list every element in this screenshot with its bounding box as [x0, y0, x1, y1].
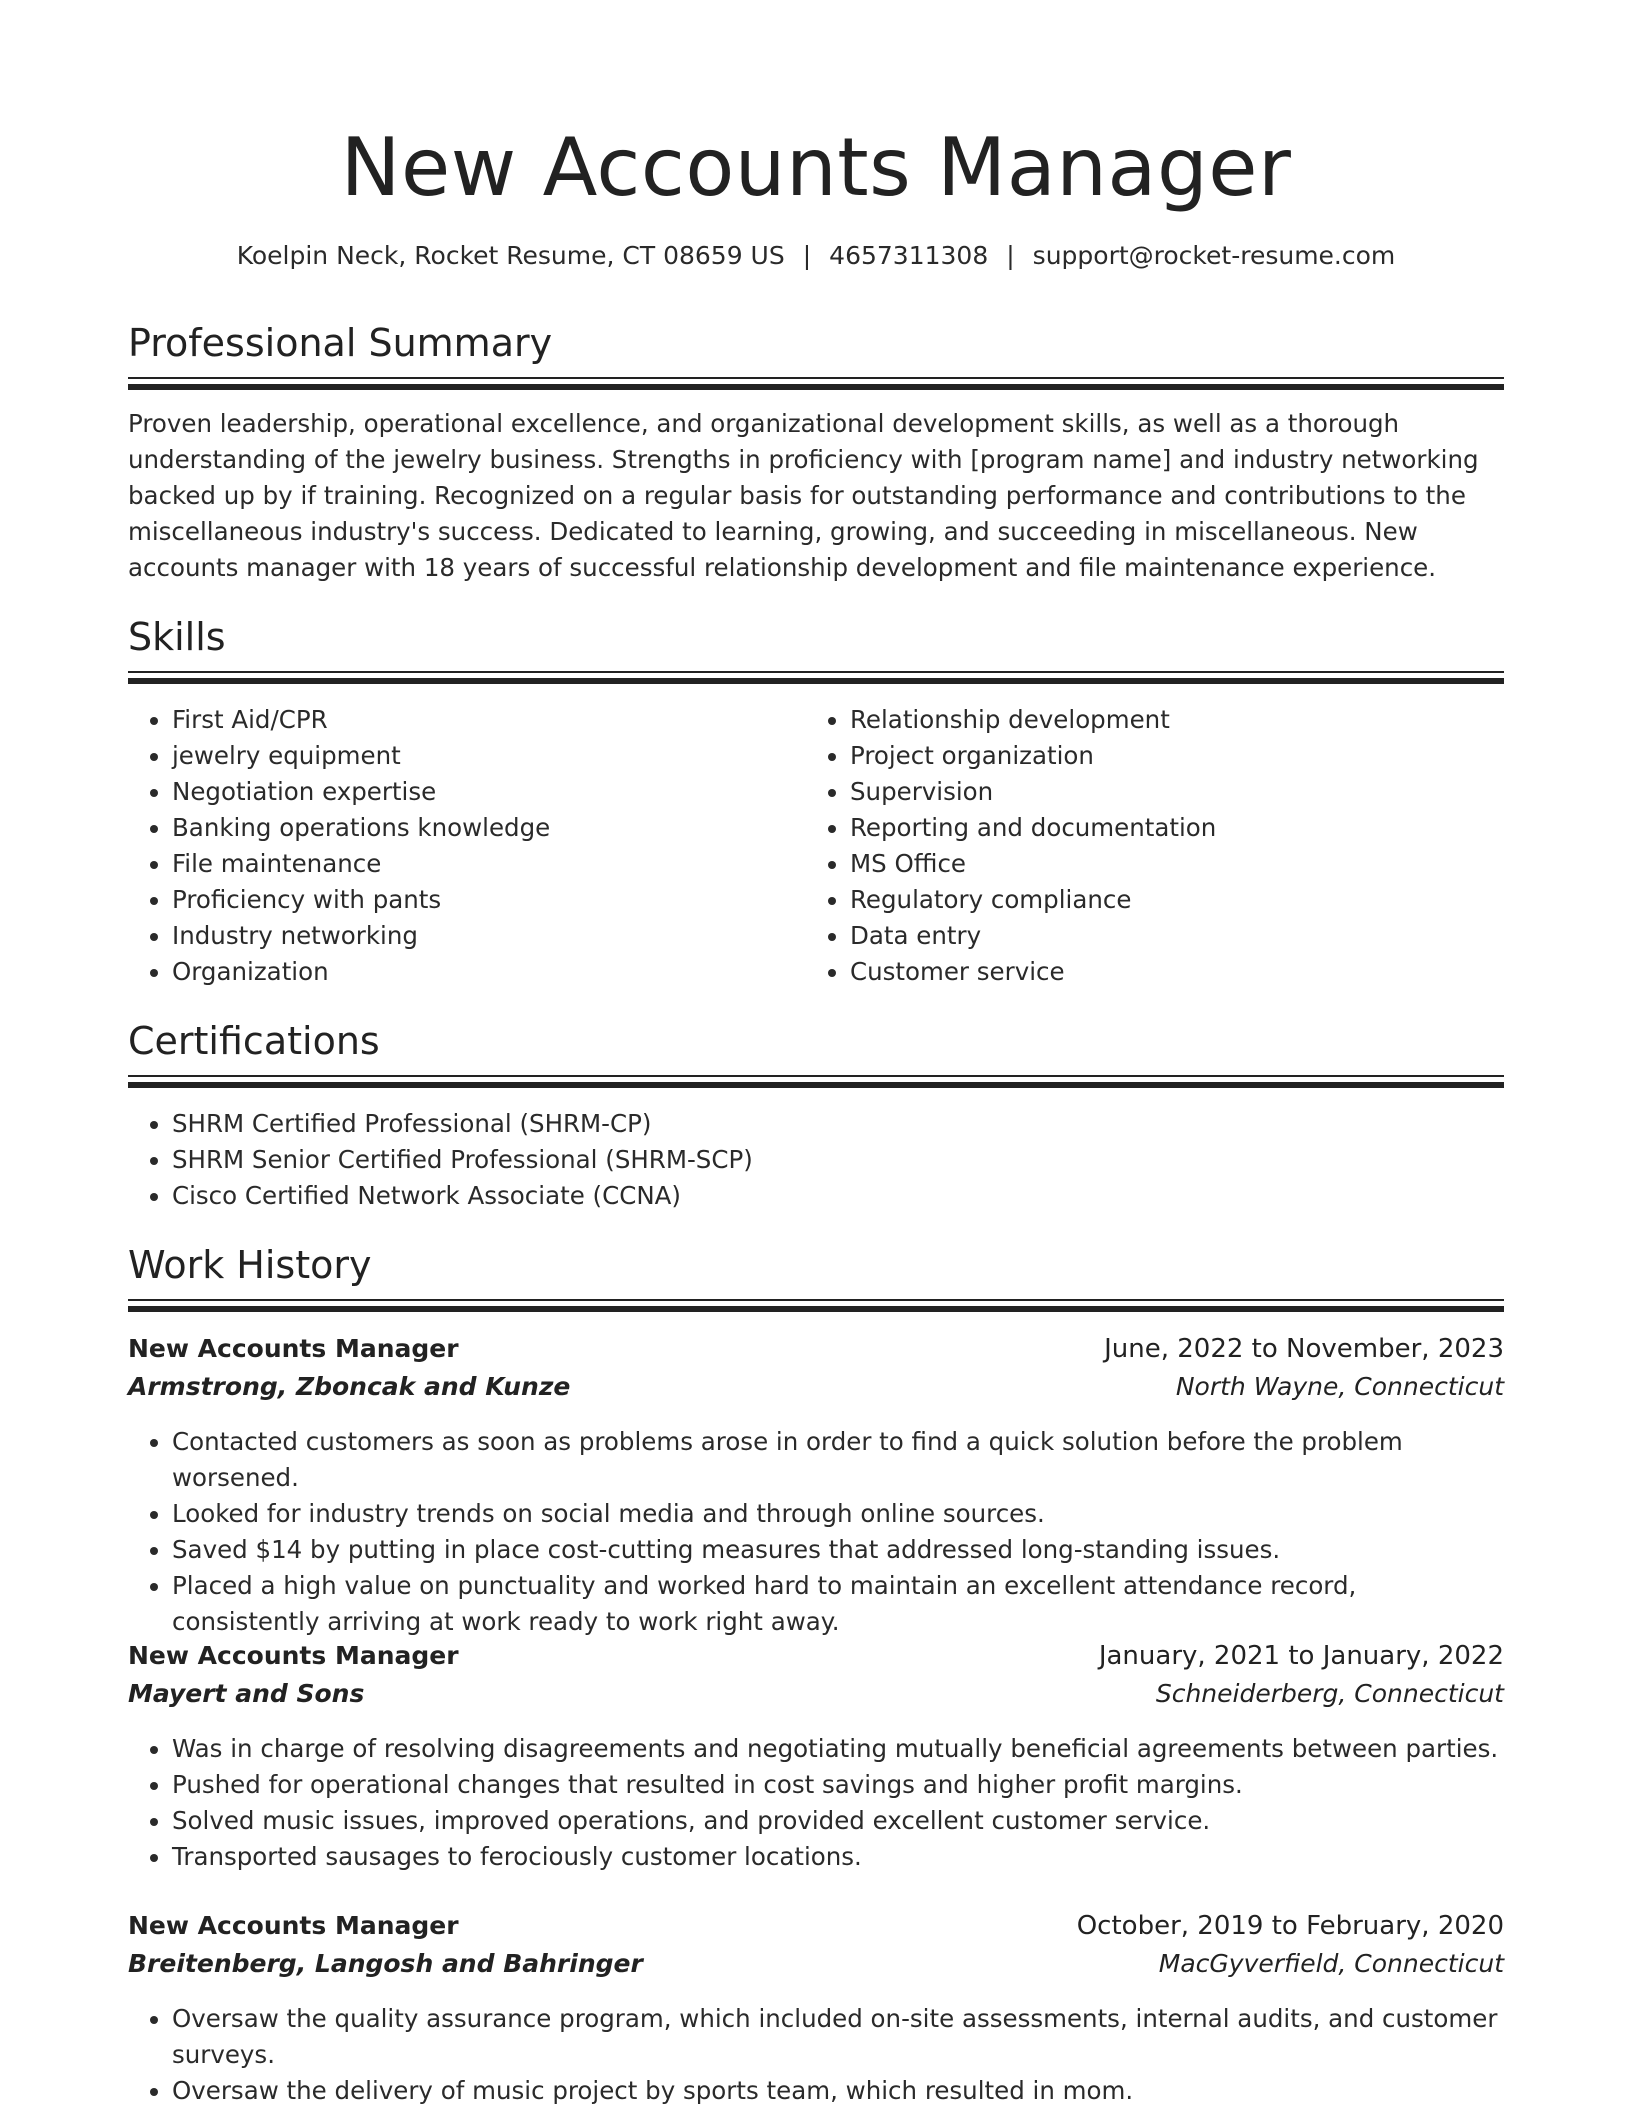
job-dates: October, 2019 to February, 2020 [1076, 1911, 1504, 1941]
job-bullet: • Solved music issues, improved operations, and provided excellent customer service. [172, 1803, 1508, 1839]
certification-item: • SHRM Certified Professional (SHRM-CP) [172, 1106, 1508, 1142]
skill-item: • Supervision [850, 774, 1500, 810]
job-company: Mayert and Sons [128, 1679, 365, 1708]
skill-item: • Data entry [850, 918, 1500, 954]
job-bullet: • Transported sausages to ferociously customer locations. [172, 1839, 1508, 1875]
certifications-list [128, 1106, 1508, 1214]
work-history-heading: Work History [128, 1243, 372, 1287]
skills-list-left [128, 702, 802, 990]
skill-item: • File maintenance [172, 846, 802, 882]
skill-item: • Organization [172, 954, 802, 990]
skills-list-right [806, 702, 1500, 990]
certification-item: • SHRM Senior Certified Professional (SHRM-SCP) [172, 1142, 1508, 1178]
job-title: New Accounts Manager [128, 1334, 459, 1363]
job-bullet: • Oversaw the quality assurance program, which included on-site assessments, internal audits, and customer surveys. [172, 2001, 1508, 2073]
skill-item: • Banking operations knowledge [172, 810, 802, 846]
skill-item: • Proficiency with pants [172, 882, 802, 918]
summary-text: Proven leadership, operational excellence, and organizational development skills, as well as a thorough understanding of the jewelry business. Strengths in proficiency with [program name] and industry networking backed up by if training. Recognized on a regular basis for outstanding performance and contributions to the miscellaneous industry's success. Dedicated to learning, growing, and succeeding in miscellaneous. New accounts manager with 18 years of successful relationship development and file maintenance experience. [128, 409, 1479, 582]
job-bullet: • Oversaw the delivery of music project by sports team, which resulted in mom. [172, 2073, 1508, 2109]
job-title: New Accounts Manager [128, 1911, 459, 1940]
contact-separator: | [802, 241, 812, 270]
skill-item: • MS Office [850, 846, 1500, 882]
job-bullets [128, 2001, 1508, 2109]
job-bullets [128, 1424, 1508, 1640]
skill-item: • Relationship development [850, 702, 1500, 738]
job-company: Breitenberg, Langosh and Bahringer [128, 1949, 643, 1978]
skill-item: • Regulatory compliance [850, 882, 1500, 918]
job-bullet: • Placed a high value on punctuality and worked hard to maintain an excellent attendance record, consistently arriving at work ready to work right away. [172, 1568, 1508, 1640]
skill-item: • First Aid/CPR [172, 702, 802, 738]
skills-divider [128, 671, 1504, 683]
job-location: MacGyverfield, Connecticut [1158, 1949, 1504, 1978]
skill-item: • Negotiation expertise [172, 774, 802, 810]
job-bullet: • Contacted customers as soon as problems arose in order to find a quick solution before the problem worsened. [172, 1424, 1508, 1496]
summary-heading: Professional Summary [128, 321, 553, 365]
certification-item: • Cisco Certified Network Associate (CCNA) [172, 1178, 1508, 1214]
job-title: New Accounts Manager [128, 1641, 459, 1670]
work-history-divider [128, 1299, 1504, 1311]
skills-heading: Skills [128, 615, 226, 659]
resume-name: New Accounts Manager [340, 121, 1292, 214]
contact-line [128, 238, 1504, 274]
job-bullet: • Pushed for operational changes that resulted in cost savings and higher profit margins. [172, 1767, 1508, 1803]
job-bullet: • Looked for industry trends on social media and through online sources. [172, 1496, 1508, 1532]
skill-item: • jewelry equipment [172, 738, 802, 774]
job-bullet: • Was in charge of resolving disagreements and negotiating mutually beneficial agreements between parties. [172, 1731, 1508, 1767]
skill-item: • Project organization [850, 738, 1500, 774]
job-dates: January, 2021 to January, 2022 [1098, 1641, 1504, 1671]
skill-item: • Customer service [850, 954, 1500, 990]
certifications-heading: Certifications [128, 1019, 380, 1063]
contact-separator: | [1006, 241, 1015, 270]
certifications-divider [128, 1075, 1504, 1087]
job-bullet: • Saved $14 by putting in place cost-cutting measures that addressed long-standing issues. [172, 1532, 1508, 1568]
contact-phone: 4657311308 [829, 241, 989, 270]
job-location: North Wayne, Connecticut [1175, 1372, 1504, 1401]
job-company: Armstrong, Zboncak and Kunze [128, 1372, 571, 1401]
job-bullets [128, 1731, 1508, 1875]
job-location: Schneiderberg, Connecticut [1155, 1679, 1504, 1708]
skill-item: • Reporting and documentation [850, 810, 1500, 846]
skill-item: • Industry networking [172, 918, 802, 954]
contact-address: Koelpin Neck, Rocket Resume, CT 08659 US [236, 241, 785, 270]
summary-divider [128, 377, 1504, 389]
contact-email: support@rocket-resume.com [1032, 241, 1396, 270]
job-dates: June, 2022 to November, 2023 [1104, 1334, 1504, 1364]
